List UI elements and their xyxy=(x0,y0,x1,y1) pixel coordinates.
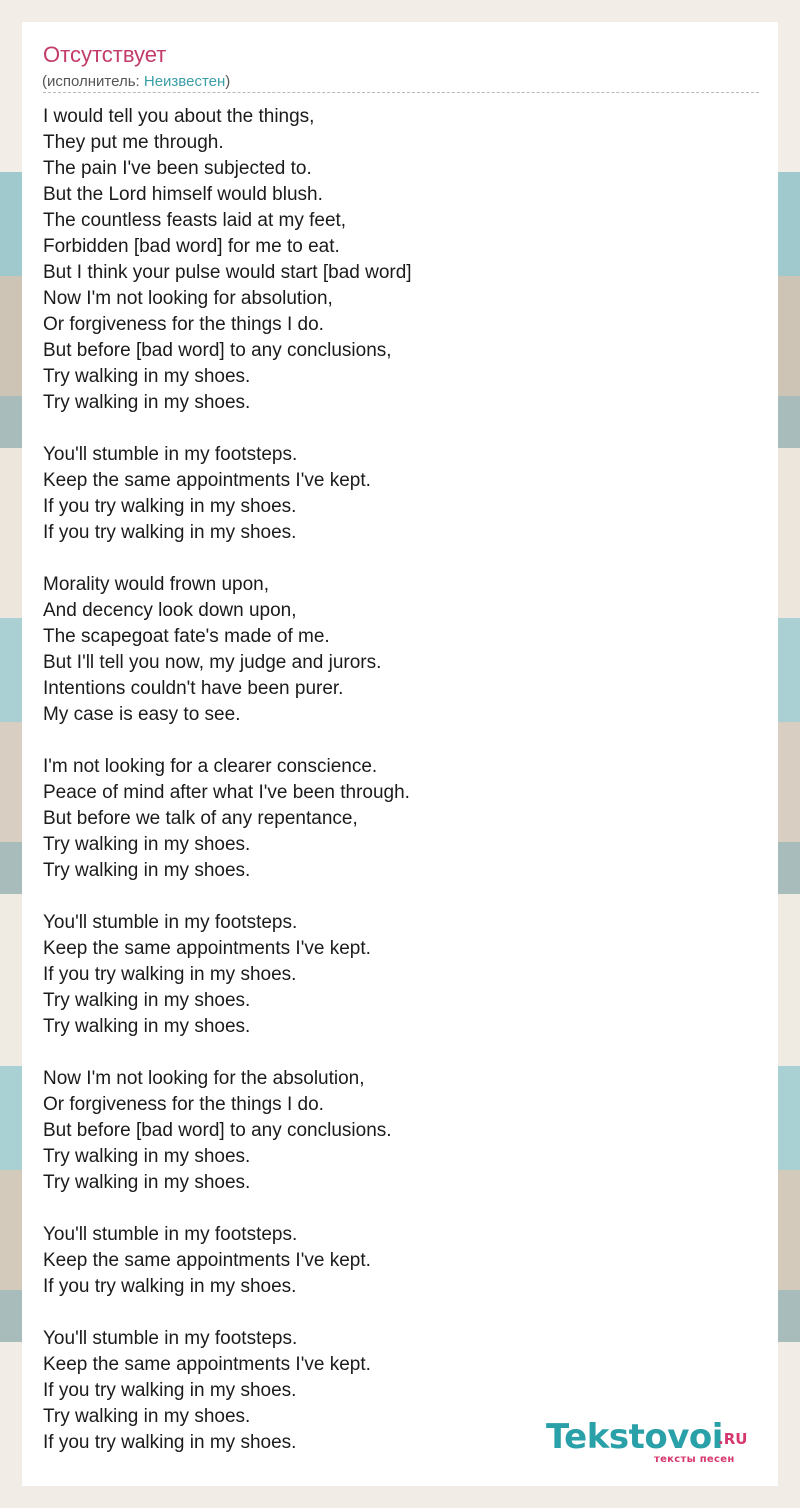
lyric-line: But before [bad word] to any conclusions, xyxy=(43,340,392,361)
artist-line xyxy=(42,72,230,92)
lyric-line: If you try walking in my shoes. xyxy=(43,522,297,543)
lyric-line: Try walking in my shoes. xyxy=(43,990,251,1011)
lyric-blank-line xyxy=(43,546,743,572)
lyric-line: Keep the same appointments I've kept. xyxy=(43,938,371,959)
logo-wordmark: Tekstovoi xyxy=(546,1417,723,1457)
lyric-line: I'm not looking for a clearer conscience. xyxy=(43,756,378,777)
lyric-blank-line xyxy=(43,416,743,442)
song-title: Отсутствует xyxy=(43,42,167,67)
site-logo[interactable] xyxy=(546,1418,756,1464)
lyric-line: Try walking in my shoes. xyxy=(43,834,251,855)
lyric-blank-line xyxy=(43,1040,743,1066)
lyric-line: But I think your pulse would start [bad word] xyxy=(43,262,412,283)
lyric-line: And decency look down upon, xyxy=(43,600,297,621)
artist-prefix: (исполнитель: xyxy=(42,73,144,90)
lyric-blank-line xyxy=(43,1300,743,1326)
lyric-line: The countless feasts laid at my feet, xyxy=(43,210,347,231)
artist-suffix: ) xyxy=(225,73,231,90)
lyric-line: If you try walking in my shoes. xyxy=(43,1276,297,1297)
lyric-line: Try walking in my shoes. xyxy=(43,860,251,881)
lyric-line: You'll stumble in my footsteps. xyxy=(43,444,298,465)
lyric-line: But before [bad word] to any conclusions. xyxy=(43,1120,392,1141)
lyric-line: Try walking in my shoes. xyxy=(43,1172,251,1193)
lyric-line: But before we talk of any repentance, xyxy=(43,808,358,829)
lyric-blank-line xyxy=(43,728,743,754)
lyric-line: If you try walking in my shoes. xyxy=(43,964,297,985)
lyric-line: Or forgiveness for the things I do. xyxy=(43,1094,324,1115)
lyric-line: My case is easy to see. xyxy=(43,704,241,725)
lyric-line: But the Lord himself would blush. xyxy=(43,184,323,205)
lyric-line: Morality would frown upon, xyxy=(43,574,269,595)
lyric-line: You'll stumble in my footsteps. xyxy=(43,1224,298,1245)
lyric-line: Try walking in my shoes. xyxy=(43,1406,251,1427)
lyric-line: Keep the same appointments I've kept. xyxy=(43,470,371,491)
lyric-line: Try walking in my shoes. xyxy=(43,1016,251,1037)
lyric-line: Try walking in my shoes. xyxy=(43,366,251,387)
lyric-line: They put me through. xyxy=(43,132,224,153)
lyric-line: Now I'm not looking for absolution, xyxy=(43,288,333,309)
artist-link[interactable]: Неизвестен xyxy=(143,73,226,90)
lyric-line: Forbidden [bad word] for me to eat. xyxy=(43,236,340,257)
lyric-line: If you try walking in my shoes. xyxy=(43,496,297,517)
lyric-line: Try walking in my shoes. xyxy=(43,392,251,413)
lyric-line: Keep the same appointments I've kept. xyxy=(43,1354,371,1375)
lyric-line: Intentions couldn't have been purer. xyxy=(43,678,344,699)
logo-tagline: тексты песен xyxy=(654,1454,735,1465)
lyric-line: But I'll tell you now, my judge and jurors. xyxy=(43,652,382,673)
lyric-line: Keep the same appointments I've kept. xyxy=(43,1250,371,1271)
logo-tld: .RU xyxy=(718,1430,748,1448)
lyric-line: You'll stumble in my footsteps. xyxy=(43,1328,298,1349)
lyric-line: Peace of mind after what I've been through. xyxy=(43,782,410,803)
lyric-line: I would tell you about the things, xyxy=(43,106,315,127)
lyrics-card xyxy=(22,22,778,1486)
lyric-line: The pain I've been subjected to. xyxy=(43,158,312,179)
dashed-divider xyxy=(43,92,759,93)
lyric-blank-line xyxy=(43,884,743,910)
lyric-line: If you try walking in my shoes. xyxy=(43,1380,297,1401)
lyric-line: You'll stumble in my footsteps. xyxy=(43,912,298,933)
lyric-line: If you try walking in my shoes. xyxy=(43,1432,297,1453)
lyric-line: Now I'm not looking for the absolution, xyxy=(43,1068,365,1089)
lyric-line: The scapegoat fate's made of me. xyxy=(43,626,330,647)
lyric-line: Or forgiveness for the things I do. xyxy=(43,314,324,335)
lyrics-text xyxy=(43,104,743,1456)
lyric-blank-line xyxy=(43,1196,743,1222)
lyric-line: Try walking in my shoes. xyxy=(43,1146,251,1167)
